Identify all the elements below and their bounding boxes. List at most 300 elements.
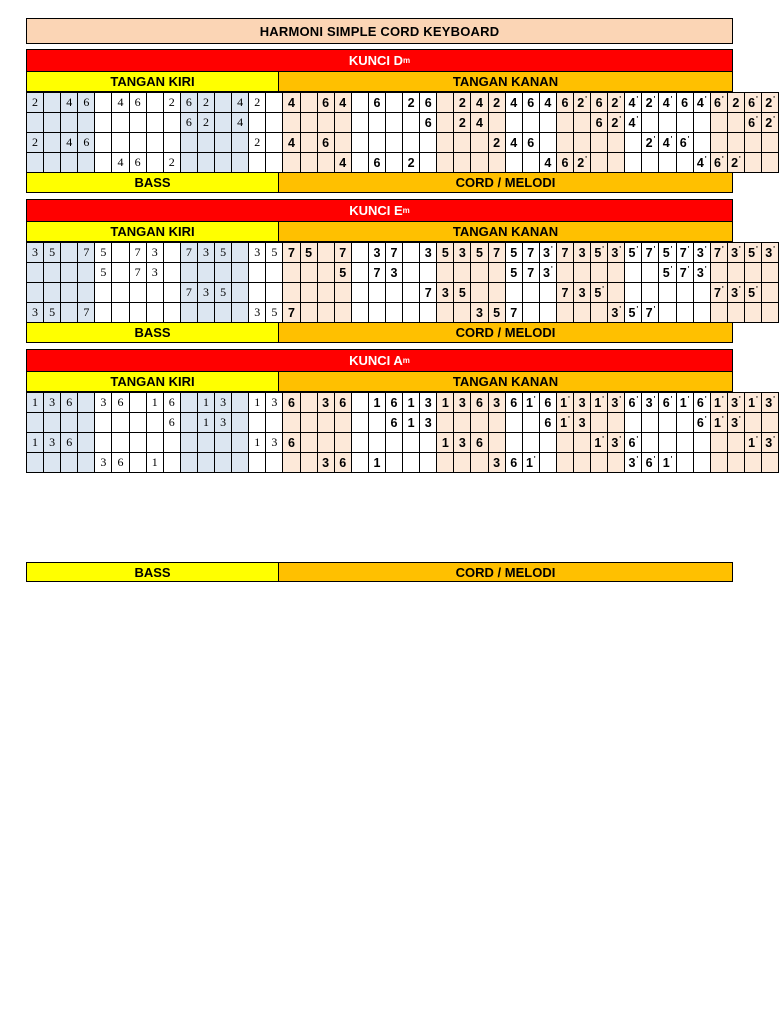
note-cell [454,263,471,283]
note-cell [403,453,420,473]
note-cell: 6 [676,93,693,113]
note-cell: 4 [61,133,78,153]
octave-mark: ' [670,135,673,143]
note-cell: 7 [420,283,437,303]
note-cell: 4' [659,93,676,113]
note-cell [522,413,539,433]
note-cell: 2 [488,133,505,153]
note-cell [215,93,232,113]
note-cell [574,133,591,153]
note-cell [471,153,488,173]
note-cell [78,433,95,453]
grid-row [27,393,779,413]
note-cell: 3' [625,453,642,473]
octave-mark: ' [756,115,758,123]
note-cell [505,153,522,173]
note-cell: 6 [129,93,146,113]
note-cell [129,393,146,413]
note-cell: 3' [539,243,556,263]
note-cell: 5' [744,283,761,303]
note-cell: 5' [744,243,761,263]
note-cell [522,303,539,323]
note-cell: 1 [146,453,163,473]
note-cell [61,303,78,323]
note-cell [112,133,129,153]
octave-mark: ' [653,135,656,143]
note-cell: 3' [727,393,744,413]
note-cell: 1 [437,433,454,453]
note-cell: 5 [266,303,283,323]
note-cell: 3 [471,303,488,323]
note-cell [556,113,573,133]
note-cell [334,283,351,303]
note-cell: 7' [642,243,659,263]
note-cell [488,413,505,433]
note-cell: 6' [693,413,710,433]
note-cell [676,413,693,433]
note-cell [283,263,300,283]
note-cell: 6' [642,453,659,473]
note-cell: 6 [522,93,539,113]
note-cell [403,243,420,263]
note-cell: 2 [403,93,420,113]
octave-mark: ' [721,415,724,423]
note-cell [112,303,129,323]
note-cell: 3 [197,283,214,303]
note-cell [710,433,727,453]
note-cell: 7' [710,243,727,263]
tangan-kanan-label: TANGAN KANAN [279,72,733,92]
note-cell [215,133,232,153]
note-cell: 4 [283,93,300,113]
note-cell [659,413,676,433]
note-cell [437,113,454,133]
note-cell [420,453,437,473]
note-cell [676,153,693,173]
note-cell: 3 [95,453,112,473]
note-cell [78,263,95,283]
note-cell [180,393,197,413]
note-cell: 3 [27,243,44,263]
note-cell [146,133,163,153]
note-cell [659,303,676,323]
note-cell: 6 [283,433,300,453]
note-cell [95,93,112,113]
note-cell [283,283,300,303]
octave-mark: ' [687,395,690,403]
octave-mark: ' [670,95,673,103]
note-cell: 2 [249,133,266,153]
bass-cord-row [26,173,733,193]
note-cell [608,133,625,153]
note-cell [351,243,368,263]
note-cell: 1 [146,393,163,413]
note-cell: 3 [368,243,385,263]
cord-melodi-label: CORD / MELODI [279,323,733,343]
octave-mark: ' [619,435,622,443]
grid-row [27,243,779,263]
note-cell [215,303,232,323]
note-cell [437,153,454,173]
note-cell: 6 [283,393,300,413]
note-cell [61,283,78,303]
note-cell [317,113,334,133]
kunci-label: KUNCI E [349,203,403,218]
note-cell [539,283,556,303]
note-cell: 7' [710,283,727,303]
note-cell [129,453,146,473]
note-cell: 6 [180,113,197,133]
note-cell [300,393,317,413]
note-cell [300,303,317,323]
note-cell [266,153,283,173]
octave-mark: ' [704,415,707,423]
note-cell [146,413,163,433]
note-cell [283,453,300,473]
note-cell: 3' [608,433,625,453]
octave-mark: ' [756,245,758,253]
note-cell: 1' [710,413,727,433]
note-cell: 1 [403,413,420,433]
note-cell [727,433,744,453]
note-cell [522,283,539,303]
note-cell [556,133,573,153]
note-cell: 6 [505,393,522,413]
note-cell: 3' [762,393,779,413]
cord-melodi-label: CORD / MELODI [279,562,733,582]
note-cell [44,263,61,283]
note-cell [300,93,317,113]
note-cell [744,453,761,473]
octave-mark: ' [773,245,775,253]
note-cell: 7 [180,243,197,263]
note-cell [642,153,659,173]
note-cell [300,453,317,473]
cord-melodi-label: CORD / MELODI [279,173,733,193]
note-cell [727,303,744,323]
note-cell: 6 [180,93,197,113]
note-cell [27,153,44,173]
note-cell [317,413,334,433]
note-cell [471,453,488,473]
note-cell: 4 [471,113,488,133]
note-cell: 2 [27,133,44,153]
note-cell [591,263,608,283]
note-cell: 3 [146,243,163,263]
octave-mark: ' [704,265,707,273]
chord-section [26,49,775,193]
tangan-kiri-label: TANGAN KIRI [26,372,279,392]
note-cell: 4 [112,153,129,173]
note-cell: 5 [505,263,522,283]
grid-row [27,413,779,433]
grid-row [27,133,779,153]
note-cell [44,453,61,473]
note-cell: 7 [368,263,385,283]
octave-mark: ' [602,395,604,403]
note-cell [488,113,505,133]
chord-grid [26,242,779,323]
octave-mark: ' [739,285,741,293]
note-cell: 3 [215,393,232,413]
note-cell [163,453,180,473]
note-cell [215,433,232,453]
note-cell [693,433,710,453]
note-cell [300,283,317,303]
note-cell [385,433,402,453]
note-cell: 2' [762,113,779,133]
note-cell: 7 [283,303,300,323]
note-cell [95,133,112,153]
note-cell: 6 [522,133,539,153]
note-cell: 5 [437,243,454,263]
note-cell: 6 [385,393,402,413]
note-cell [625,283,642,303]
octave-mark: ' [704,395,707,403]
note-cell [163,113,180,133]
note-cell [608,453,625,473]
note-cell [112,433,129,453]
note-cell [95,283,112,303]
octave-mark: ' [636,245,639,253]
octave-mark: ' [602,285,604,293]
octave-mark: ' [687,265,690,273]
note-cell [129,283,146,303]
note-cell [744,303,761,323]
note-cell: 1' [710,393,727,413]
note-cell: 3' [642,393,659,413]
octave-mark: ' [636,435,639,443]
octave-mark: ' [773,115,775,123]
note-cell [368,283,385,303]
note-cell [420,153,437,173]
note-cell [232,453,249,473]
note-cell [129,113,146,133]
note-cell: 3 [574,283,591,303]
note-cell: 2 [488,93,505,113]
note-cell: 3 [488,393,505,413]
note-cell: 3 [317,393,334,413]
footer-legend [26,562,733,582]
note-cell [300,433,317,453]
note-cell: 3' [608,243,625,263]
kunci-header [26,199,733,222]
note-cell: 1' [659,453,676,473]
note-cell [317,243,334,263]
note-cell [334,133,351,153]
octave-mark: ' [773,95,775,103]
note-cell [454,153,471,173]
note-cell: 4' [693,93,710,113]
note-cell: 6 [78,93,95,113]
note-cell: 3 [574,393,591,413]
note-cell: 3' [693,263,710,283]
note-cell [129,433,146,453]
octave-mark: ' [773,395,775,403]
octave-mark: ' [653,395,656,403]
note-cell [283,113,300,133]
note-cell [385,453,402,473]
kunci-header [26,349,733,372]
note-cell [249,263,266,283]
note-cell: 5' [625,243,642,263]
note-cell [437,303,454,323]
octave-mark: ' [704,155,707,163]
note-cell [368,433,385,453]
note-cell: 4 [505,93,522,113]
octave-mark: ' [568,395,570,403]
note-cell [454,133,471,153]
note-cell [27,263,44,283]
note-cell [556,433,573,453]
note-cell: 5' [591,283,608,303]
note-cell: 4 [539,153,556,173]
note-cell [146,303,163,323]
chord-section [26,349,775,473]
note-cell [471,413,488,433]
note-cell [95,413,112,433]
bass-label: BASS [26,173,279,193]
note-cell: 6 [591,113,608,133]
note-cell [266,453,283,473]
note-cell: 6 [112,453,129,473]
note-cell [625,263,642,283]
note-cell [727,453,744,473]
note-cell: 5 [215,243,232,263]
octave-mark: ' [619,305,622,313]
note-cell [368,303,385,323]
note-cell [300,153,317,173]
grid-row [27,453,779,473]
note-cell: 1 [27,433,44,453]
note-cell: 2 [249,93,266,113]
note-cell: 3 [317,453,334,473]
chord-grid [26,92,779,173]
note-cell [385,283,402,303]
note-cell [591,303,608,323]
note-cell [78,453,95,473]
note-cell: 3 [385,263,402,283]
note-cell: 7 [556,243,573,263]
note-cell [744,153,761,173]
note-cell: 5' [659,243,676,263]
note-cell [556,453,573,473]
note-cell: 4' [625,113,642,133]
octave-mark: ' [756,285,758,293]
note-cell: 3 [215,413,232,433]
note-cell: 1 [249,393,266,413]
note-cell: 1 [197,413,214,433]
note-cell [61,113,78,133]
note-cell [129,133,146,153]
octave-mark: ' [687,245,690,253]
note-cell [420,433,437,453]
note-cell: 1 [197,393,214,413]
note-cell: 2' [608,93,625,113]
note-cell [710,453,727,473]
note-cell [693,113,710,133]
note-cell [403,283,420,303]
note-cell: 7 [129,263,146,283]
note-cell [61,413,78,433]
octave-mark: ' [636,455,639,463]
note-cell: 7 [385,243,402,263]
note-cell [232,303,249,323]
note-cell: 6' [625,393,642,413]
note-cell [300,413,317,433]
note-cell: 3' [727,413,744,433]
note-cell: 2 [403,153,420,173]
note-cell: 5 [266,243,283,263]
note-cell: 2 [454,93,471,113]
note-cell [505,283,522,303]
octave-mark: ' [756,435,758,443]
note-cell [232,433,249,453]
note-cell [693,453,710,473]
note-cell: 6 [556,93,573,113]
octave-mark: ' [568,415,570,423]
note-cell [249,283,266,303]
note-cell [437,133,454,153]
note-cell [744,413,761,433]
note-cell: 3 [420,413,437,433]
note-cell: 6 [61,433,78,453]
note-cell [61,153,78,173]
note-cell: 6 [591,93,608,113]
note-cell [659,283,676,303]
note-cell: 7 [556,283,573,303]
note-cell [762,263,779,283]
note-cell [368,133,385,153]
note-cell [591,133,608,153]
note-cell: 6' [710,153,727,173]
note-cell [78,393,95,413]
octave-mark: ' [636,115,639,123]
note-cell [454,453,471,473]
page-title: HARMONI SIMPLE CORD KEYBOARD [26,18,733,44]
note-cell [300,113,317,133]
note-cell [197,453,214,473]
note-cell [676,303,693,323]
note-cell: 3' [727,283,744,303]
tangan-kiri-label: TANGAN KIRI [26,222,279,242]
note-cell [556,263,573,283]
note-cell: 4 [112,93,129,113]
note-cell: 3 [249,303,266,323]
octave-mark: ' [756,395,758,403]
note-cell [27,453,44,473]
note-cell: 6 [505,453,522,473]
octave-mark: ' [636,395,639,403]
note-cell [659,433,676,453]
kunci-label: KUNCI D [348,53,404,68]
note-cell: 1' [556,413,573,433]
note-cell [334,303,351,323]
note-cell [232,263,249,283]
note-cell [539,453,556,473]
note-cell [608,283,625,303]
note-cell: 6 [78,133,95,153]
note-cell [317,263,334,283]
grid-row [27,283,779,303]
note-cell: 3 [454,433,471,453]
note-cell [505,413,522,433]
note-cell [146,433,163,453]
note-cell: 6 [317,133,334,153]
note-cell: 2' [608,113,625,133]
note-cell [232,133,249,153]
note-cell [351,283,368,303]
